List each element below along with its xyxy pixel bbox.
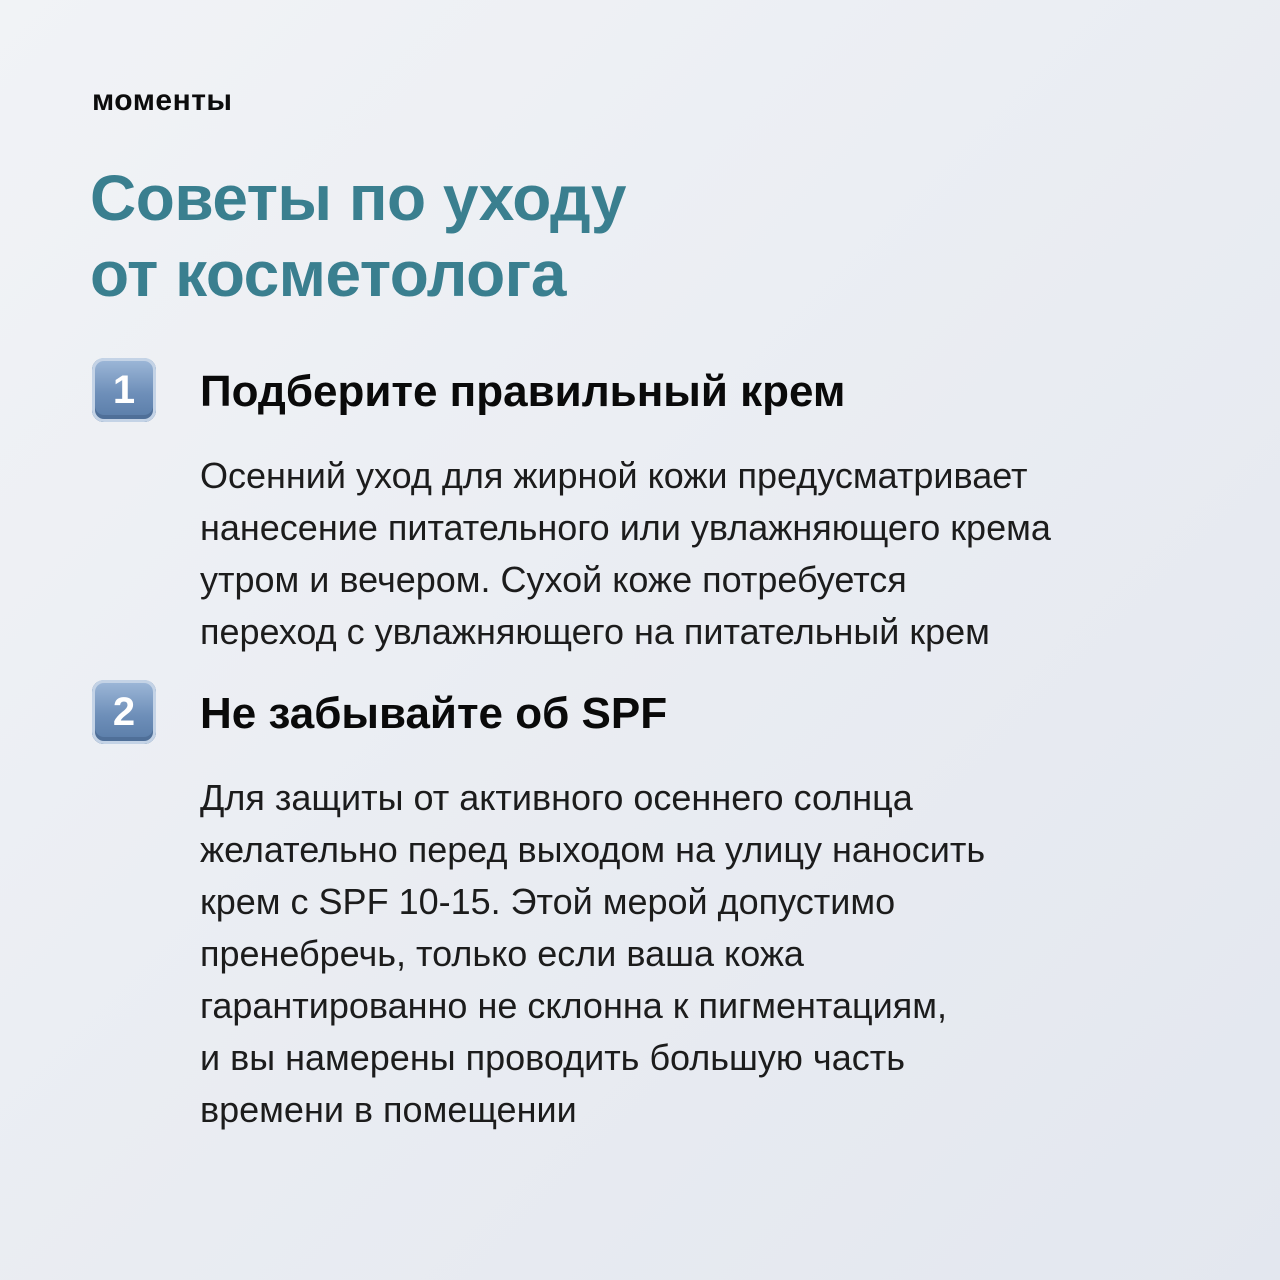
page-title	[90, 160, 626, 312]
tip-body-line: пренебречь, только если ваша кожа	[200, 933, 804, 974]
page-title-line: от косметолога	[90, 238, 566, 310]
page-title-line: Советы по уходу	[90, 162, 626, 234]
tip-heading: Не забывайте об SPF	[200, 689, 668, 738]
tip-body	[200, 450, 1051, 658]
keycap-digit-one-icon: 1	[92, 358, 156, 422]
tip-heading: Подберите правильный крем	[200, 367, 846, 416]
tip-body	[200, 772, 985, 1136]
tip-body-line: нанесение питательного или увлажняющего крема	[200, 507, 1051, 548]
brand-logo: моменты	[92, 84, 233, 117]
tip-body-line: крем с SPF 10-15. Этой мерой допустимо	[200, 881, 896, 922]
tip-body-line: гарантированно не склонна к пигментациям,	[200, 985, 947, 1026]
tip-body-line: и вы намерены проводить большую часть	[200, 1037, 905, 1078]
keycap-digit-two-icon: 2	[92, 680, 156, 744]
tip-body-line: Осенний уход для жирной кожи предусматривает	[200, 455, 1028, 496]
tip-body-line: переход с увлажняющего на питательный крем	[200, 611, 990, 652]
tip-body-line: желательно перед выходом на улицу наносить	[200, 829, 986, 870]
tip-body-line: утром и вечером. Сухой коже потребуется	[200, 559, 907, 600]
tip-body-line: Для защиты от активного осеннего солнца	[200, 777, 913, 818]
tip-body-line: времени в помещении	[200, 1089, 577, 1130]
